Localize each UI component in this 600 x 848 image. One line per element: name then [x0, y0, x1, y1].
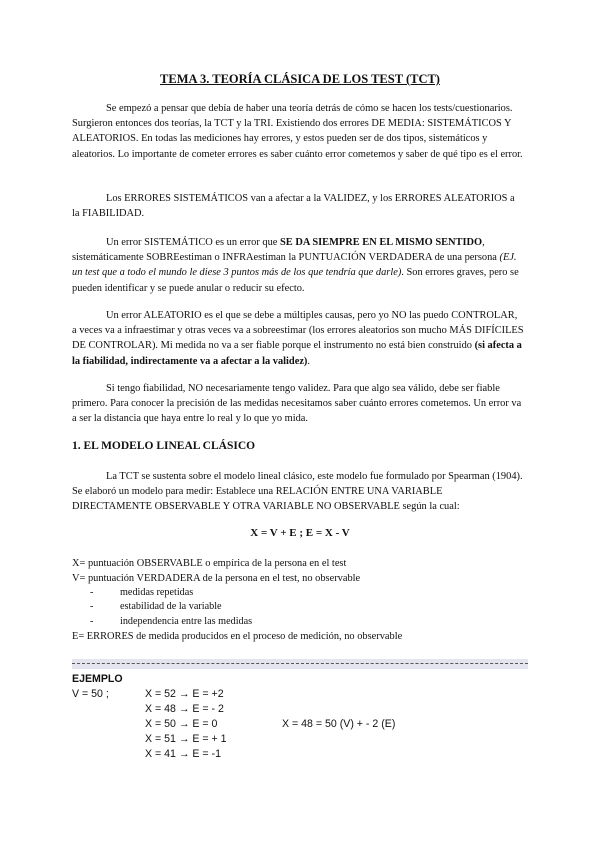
bullet-text: estabilidad de la variable [120, 601, 222, 612]
example-row: X = 41 → E = -1 [145, 748, 221, 760]
bullet-item: - medidas repetidas [90, 587, 194, 598]
random-text-c: . [307, 355, 311, 367]
intro-paragraph: Se empezó a pensar que debía de haber una teoría detrás de cómo se hacen los tests/cuestionarios. Surgieron entonces dos teorías, la TCT y la TRI. Existiendo dos errores DE MEDIA: SISTEMÁTICOS Y ALEATORIOS. En todas las mediciones hay errores, y estos pueden ser de dos tipos, sistemáticos y aleatorios. Lo importante de cometer errores es saber cuánto error cometemos y saber de qué tipo es el error. [72, 103, 523, 160]
example-row: X = 52 → E = +2 [145, 688, 224, 700]
example-true-score: V = 50 ; [72, 688, 109, 700]
example-row: X = 50 → E = 0 [145, 718, 218, 730]
bullet-item: - independencia entre las medidas [90, 616, 253, 627]
random-text-a: Un error ALEATORIO es el que se debe a múltiples causas, pero yo NO las puedo CONTROLAR, a veces va a infraestimar y otras veces va a sobreestimar (los errores aleatorios son mucho MÁS DIFÍCILES DE CONTROLAR). Mi medida no va a ser fiable porque el instrumento no está bien construido [72, 310, 524, 352]
random-text-bold: (si afecta a la fiabilidad, indirectamente va a afectar a la validez) [72, 340, 522, 367]
systematic-text-a: Un error SISTEMÁTICO es un error que [106, 237, 281, 248]
bullet-item: - estabilidad de la variable [90, 601, 222, 612]
separator [72, 659, 528, 669]
section-heading: 1. EL MODELO LINEAL CLÁSICO [72, 440, 256, 452]
example-row: X = 48 → E = - 2 [145, 703, 224, 715]
example-decomposition: X = 48 = 50 (V) + - 2 (E) [282, 718, 396, 730]
definition-v: V= puntuación VERDADERA de la persona en el test, no observable [72, 573, 361, 584]
reliability-paragraph: Si tengo fiabilidad, NO necesariamente tengo validez. Para que algo sea válido, debe ser fiable primero. Para conocer la precisión de las medidas necesitamos saber cuánto errores cometemos. Un error va a ser la distancia que haya entre lo real y lo que yo mida. [72, 383, 522, 425]
errors-summary-paragraph: Los ERRORES SISTEMÁTICOS van a afectar a la VALIDEZ, y los ERRORES ALEATORIOS a la FIABILIDAD. [72, 193, 515, 220]
systematic-text-e: . Son errores graves, pero se pueden identificar y se puede anular o reducir su efecto. [72, 267, 519, 294]
model-paragraph: La TCT se sustenta sobre el modelo lineal clásico, este modelo fue formulado por Spearman (1904). Se elaboró un modelo para medir: Establece una RELACIÓN ENTRE UNA VARIABLE DIRECTAMENTE OBSERVABLE Y OTRA VARIABLE NO OBSERVABLE según la cual: [72, 471, 523, 513]
systematic-text-c: , sistemáticamente SOBREestiman o INFRAestiman la PUNTUACIÓN VERDADERA de una persona [72, 237, 500, 264]
bullet-text: medidas repetidas [120, 587, 194, 598]
systematic-error-paragraph [72, 235, 524, 296]
systematic-example-italic: (EJ. un test que a todo el mundo le diese 3 puntos más de los que tendría que darle) [72, 252, 517, 279]
bullet-text: independencia entre las medidas [120, 616, 253, 627]
example-heading: EJEMPLO [72, 673, 123, 685]
definition-e: E= ERRORES de medida producidos en el proceso de medición, no observable [72, 631, 403, 642]
formula: X = V + E ; E = X - V [250, 527, 350, 539]
random-error-paragraph [72, 308, 524, 369]
document-title: TEMA 3. TEORÍA CLÁSICA DE LOS TEST (TCT) [160, 72, 440, 86]
example-row: X = 51 → E = + 1 [145, 733, 227, 745]
systematic-text-bold: SE DA SIEMPRE EN EL MISMO SENTIDO [280, 237, 483, 248]
definition-x: X= puntuación OBSERVABLE o empírica de la persona en el test [72, 558, 347, 569]
